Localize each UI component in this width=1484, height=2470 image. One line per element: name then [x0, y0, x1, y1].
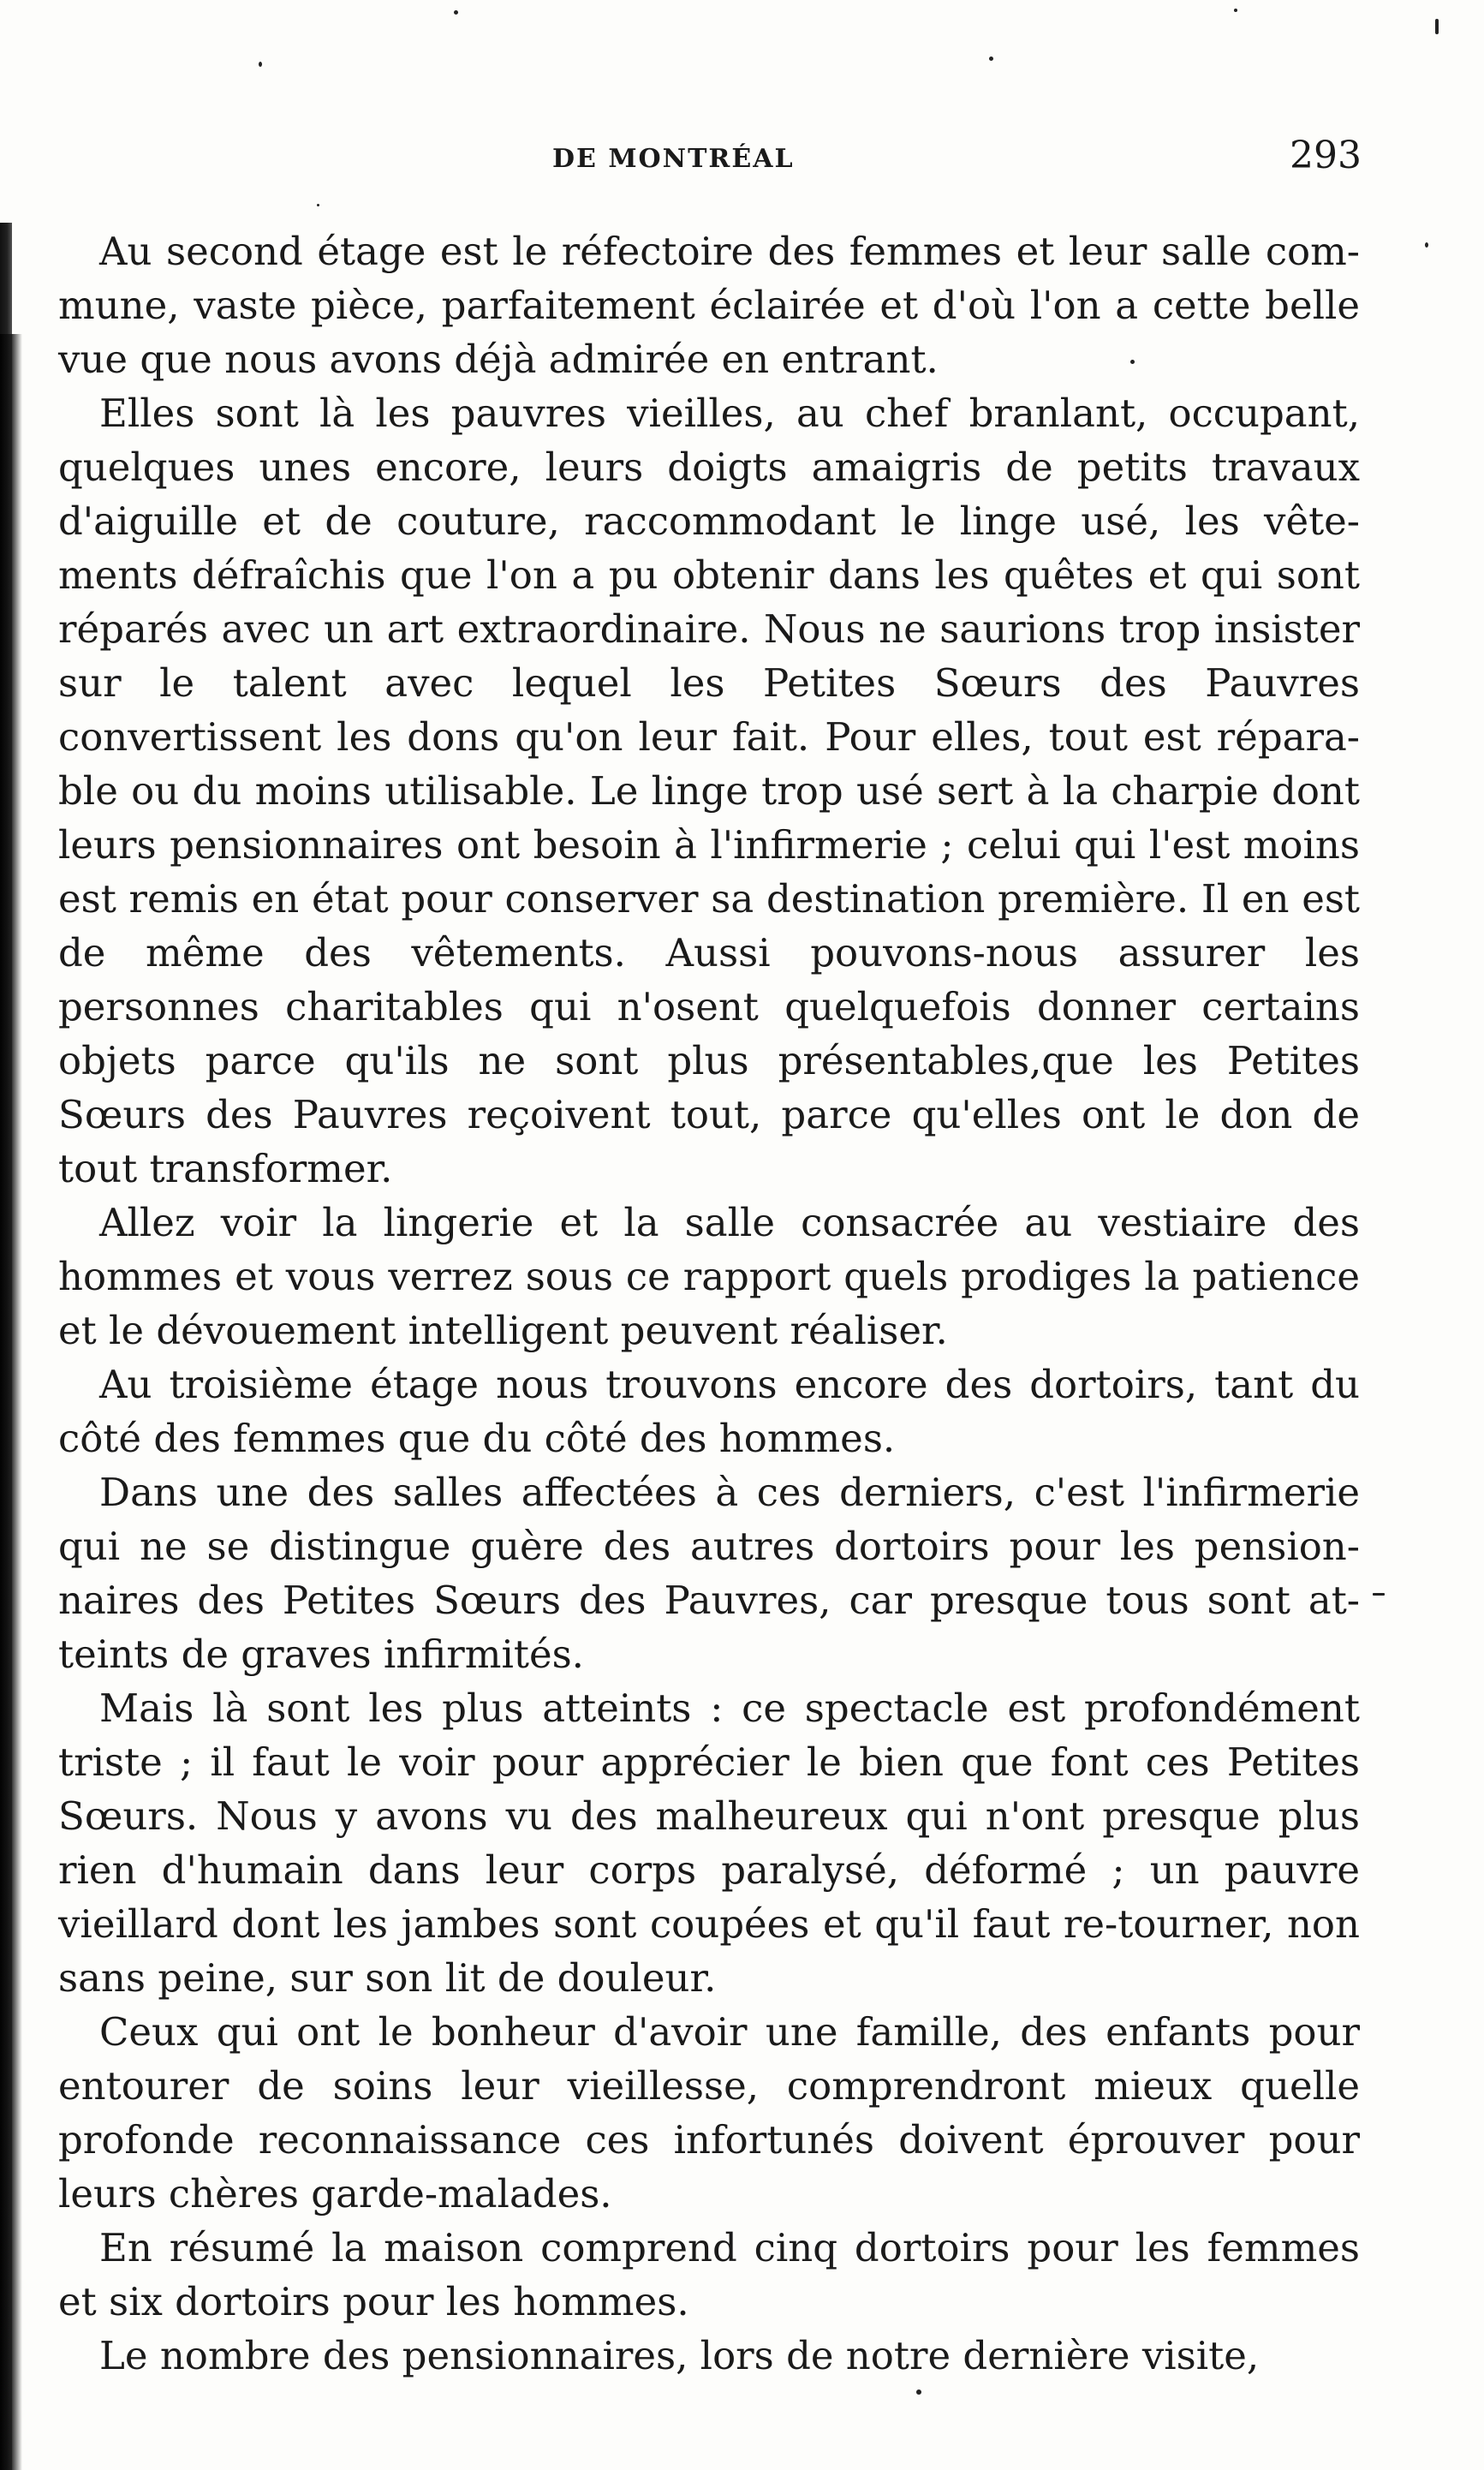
paragraph: Le nombre des pensionnaires, lors de notre dernière visite,	[99, 2333, 1260, 2378]
paragraph: Mais là sont les plus atteints : ce spectacle est profondément triste ; il faut le voir pour apprécier le bien que font ces Petites Sœurs. Nous y avons vu des malheureux qui n'ont presque plus rien d'humain dans leur corps paralysé, déformé ; un pauvre vieillard dont les jambes sont coupées et qu'il faut re-tourner, non sans peine, sur son lit de douleur.	[58, 1685, 1360, 2001]
body-text	[58, 224, 1360, 2383]
running-head: DE MONTRÉAL	[552, 144, 795, 174]
paragraph: Dans une des salles affectées à ces derniers, c'est l'infirmerie qui ne se distingue guère des autres dortoirs pour les pension-naires des Petites Sœurs des Pauvres, car presque tous sont at-teints de graves infirmités.	[58, 1470, 1360, 1677]
paragraph: En résumé la maison comprend cinq dortoirs pour les femmes et six dortoirs pour les hommes.	[58, 2225, 1360, 2324]
paragraph: Au second étage est le réfectoire des femmes et leur salle com-mune, vaste pièce, parfaitement éclairée et d'où l'on a cette belle vue que nous avons déjà admirée en entrant.	[58, 229, 1360, 382]
page-header	[60, 128, 1362, 188]
binding-shadow-dark	[0, 334, 22, 2470]
paragraph: Elles sont là les pauvres vieilles, au chef branlant, occupant, quelques unes encore, leurs doigts amaigris de petits travaux d'aiguille et de couture, raccommodant le linge usé, les vête-ments défraîchis que l'on a pu obtenir dans les quêtes et qui sont réparés avec un art extraordinaire. Nous ne saurions trop insister sur le talent avec lequel les Petites Sœurs des Pauvres convertissent les dons qu'on leur fait. Pour elles, tout est répara-ble ou du moins utilisable. Le linge trop usé sert à la charpie dont leurs pensionnaires ont besoin à l'infirmerie ; celui qui l'est moins est remis en état pour conserver sa destination première. Il en est de même des vêtements. Aussi pouvons-nous assurer les personnes charitables qui n'osent quelquefois donner certains objets parce qu'ils ne sont plus présentables,que les Petites Sœurs des Pauvres reçoivent tout, parce qu'elles ont le don de tout transformer.	[58, 391, 1360, 1191]
paragraph: Ceux qui ont le bonheur d'avoir une famille, des enfants pour entourer de soins leur vieillesse, comprendront mieux quelle profonde reconnaissance ces infortunés doivent éprouver pour leurs chères garde-malades.	[58, 2009, 1360, 2216]
paragraph: Au troisième étage nous trouvons encore des dortoirs, tant du côté des femmes que du côté des hommes.	[58, 1362, 1360, 1461]
page-number: 293	[1290, 134, 1362, 177]
paragraph: Allez voir la lingerie et la salle consacrée au vestiaire des hommes et vous verrez sous ce rapport quels prodiges la patience et le dévouement intelligent peuvent réaliser.	[58, 1200, 1360, 1353]
